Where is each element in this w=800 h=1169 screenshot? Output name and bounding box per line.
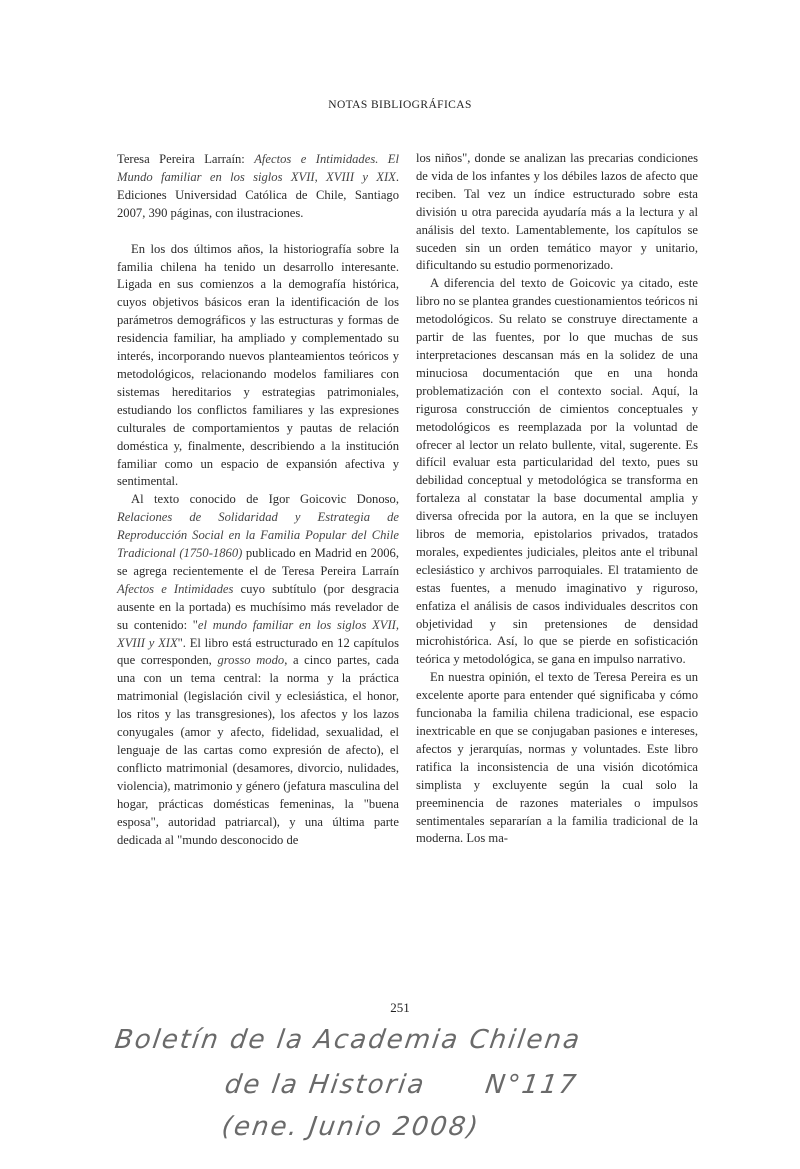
paragraph-continued: los niños", donde se analizan las precarias condiciones de vida de los infantes y los débiles lazos de afecto que reciben. Tal vez un índice estructurado sobre esta división u otra parecida ayudaría más a la lectura y al análisis del texto. Lamentablemente, los capítulos se suceden sin un orden temático mayor y unitario, dificultando su estudio pormenorizado. — [416, 151, 698, 273]
left-column — [117, 151, 399, 849]
paragraph-opinion: En nuestra opinión, el texto de Teresa Pereira es un excelente aporte para entender qué significaba y cómo funcionaba la familia chilena tradicional, ese espacio inextricable en que se conjugaban pasiones e intereses, afectos y jerarquías, normas y voluntades. Este libro ratifica la inconsistencia de una visión dicotómica simplista y excluyente según la cual solo la preeminencia de razones materiales o impulsos sentimentales separarían a la familia tradicional de la moderna. Los ma- — [416, 670, 698, 846]
handwritten-note-line-3: (ene. Junio 2008) — [219, 1112, 482, 1142]
text-span: publicado en Madrid en 2006, se agrega recientemente el de Teresa Pereira Larraín — [117, 546, 399, 578]
text-span: Al texto conocido de Igor Goicovic Donoso, — [131, 492, 399, 507]
paragraph-comparison — [117, 491, 399, 849]
paragraph-evaluation: A diferencia del texto de Goicovic ya citado, este libro no se plantea grandes cuestionamientos teóricos ni metodológicos. Su relato se construye directamente a partir de las fuentes, por lo que muchas de sus interpretaciones descansan más en la solidez de una minuciosa documentación que en una honda problematización con el contexto social. Aquí, la rigurosa construcción de cimientos conceptuales y metodológicos es reemplazada por la voluntad de ofrecer al lector un relato bullente, vital, sugerente. Es difícil evaluar esta particularidad del texto, pues su debilidad conceptual y metodológica se transforma en fortaleza al constatar la base documental amplia y diversa ofrecida por la autora, en la que se incluyen libros de memoria, epistolarios privados, tratados morales, expedientes judiciales, pleitos ante el tribunal eclesiástico y archivos parroquiales. El tratamiento de estas fuentes, a menudo imaginativo y riguroso, enfatiza el análisis de casos individuales descritos con objetividad y sin pretensiones de densidad microhistórica. Así, lo que se pierde en sofisticación teórica y metodológica, se gana en impulso narrativo. — [416, 276, 698, 667]
latin-phrase: grosso modo — [217, 653, 285, 668]
handwritten-issue-number: N°117 — [483, 1070, 580, 1100]
handwritten-note-line-2 — [223, 1070, 580, 1100]
citation-details: . Ediciones Universidad Católica de Chile, Santiago 2007, 390 páginas, con ilustraciones. — [117, 169, 399, 220]
page-number: 251 — [390, 1000, 410, 1015]
handwritten-journal-name: de la Historia — [222, 1070, 428, 1100]
handwritten-note-line-1: Boletín de la Academia Chilena — [112, 1025, 584, 1055]
text-span: ". El libro está estructurado en 12 capítulos que corresponden, — [117, 635, 399, 668]
citation-author: Teresa Pereira Larraín: — [117, 152, 255, 166]
paragraph-intro: En los dos últimos años, la historiografía sobre la familia chilena ha tenido un desarrollo interesante. Ligada en sus comienzos a la demografía histórica, cuyos objetivos básicos eran la identificación de los parámetros demográficos y las estructuras y formas de residencia familiar, ha ampliado y complementado su interés, incorporando nuevos planteamientos teóricos y metodológicos, relacionando modelos familiares con sistemas hereditarios y estrategias patrimoniales, estudiando los conflictos familiares y las expresiones culturales de comportamientos y pautas de relación doméstica y, finalmente, describiendo a la institución familiar como un espacio de expansión afectiva y sentimental. — [117, 241, 399, 489]
book-citation — [117, 151, 399, 223]
citation-title: Afectos e Intimidades. El Mundo familiar en los siglos XVII, XVIII y XIX — [117, 152, 399, 184]
cited-subtitle: el mundo familiar en los siglos XVII, XVIII y XIX — [117, 617, 400, 650]
cited-title-pereira: Afectos e Intimidades — [117, 581, 234, 596]
text-span: cuyo subtítulo (por desgracia ausente en la portada) es muchísimo más revelador de su contenido: " — [117, 581, 400, 632]
running-head: NOTAS BIBLIOGRÁFICAS — [328, 99, 472, 111]
cited-title-goicovic: Relaciones de Solidaridad y Estrategia de Reproducción Social en la Familia Popular del Chile Tradicional (1750-1860) — [117, 510, 399, 561]
right-column — [416, 150, 698, 848]
text-span: , a cinco partes, cada una con un tema central: la norma y la práctica matrimonial (legislación civil y eclesiástica, el honor, los ritos y las transgresiones), los afectos y los lazos conyugales (amor y afecto, fidelidad, sexualidad, el lenguaje de las cartas como expresión de afecto), el conflicto matrimonial (desamores, divorcio, nulidades, violencia), matrimonio y género (jefatura masculina del hogar, prácticas domésticas femeninas, la "buena esposa", autoridad patriarcal), y una última parte dedicada al "mundo desconocido de — [117, 653, 400, 847]
